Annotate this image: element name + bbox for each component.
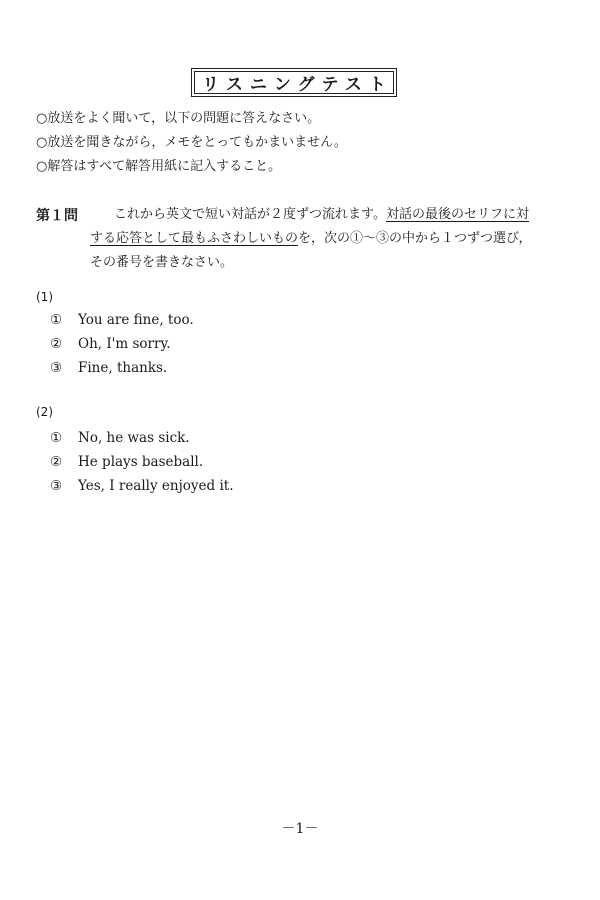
option-text: He plays baseball. bbox=[78, 454, 204, 470]
option-item bbox=[50, 308, 194, 332]
instruction-line: ○解答はすべて解答用紙に記入すること。 bbox=[36, 159, 282, 174]
page-title: リスニングテスト bbox=[194, 71, 394, 94]
question-line-3: その番号を書きなさい。 bbox=[90, 255, 234, 270]
option-number: ① bbox=[50, 312, 63, 328]
question-label: 第１問 bbox=[36, 208, 78, 224]
option-text: You are fine, too. bbox=[78, 312, 194, 328]
option-item bbox=[50, 332, 194, 356]
option-number: ② bbox=[50, 454, 63, 470]
option-text: Fine, thanks. bbox=[78, 360, 168, 376]
option-item bbox=[50, 426, 234, 450]
option-number: ② bbox=[50, 336, 63, 352]
option-text: Oh, I'm sorry. bbox=[78, 336, 171, 352]
title-box bbox=[191, 68, 397, 97]
instruction-line: ○放送を聞きながら，メモをとってもかまいません。 bbox=[36, 135, 347, 150]
option-text: Yes, I really enjoyed it. bbox=[78, 478, 234, 494]
question-text bbox=[90, 203, 570, 275]
option-number: ① bbox=[50, 430, 63, 446]
option-item bbox=[50, 356, 194, 380]
option-list bbox=[50, 426, 234, 498]
option-list bbox=[50, 308, 194, 380]
question-text-underlined: する応答として最もふさわしいもの bbox=[90, 231, 299, 246]
question-line-2 bbox=[90, 227, 570, 251]
option-text: No, he was sick. bbox=[78, 430, 190, 446]
instructions bbox=[36, 107, 347, 179]
question-line-1 bbox=[90, 203, 570, 227]
question-text-underlined: 対話の最後のセリフに対 bbox=[385, 207, 529, 222]
option-number: ③ bbox=[50, 360, 63, 376]
subquestion-number: (2) bbox=[36, 405, 53, 419]
instruction-line: ○放送をよく聞いて，以下の問題に答えなさい。 bbox=[36, 111, 321, 126]
question-text-plain: を，次の①～③の中から１つずつ選び， bbox=[298, 231, 532, 246]
subquestion-number: (1) bbox=[36, 290, 53, 304]
option-number: ③ bbox=[50, 478, 63, 494]
option-item bbox=[50, 450, 234, 474]
option-item bbox=[50, 474, 234, 498]
question-text-plain: これから英文で短い対話が２度ずつ流れます。 bbox=[114, 207, 386, 222]
page-number: －1－ bbox=[281, 821, 319, 837]
